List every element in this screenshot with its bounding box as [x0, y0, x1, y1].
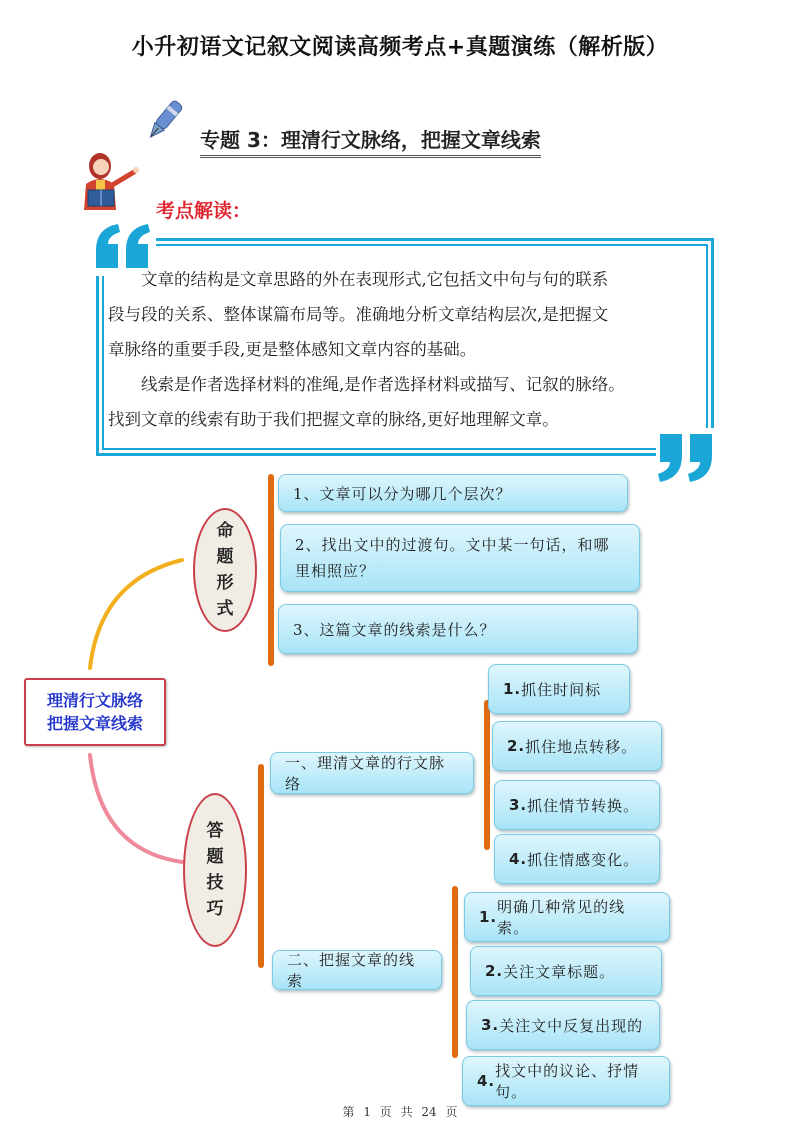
oval-char: 命 [216, 521, 234, 541]
oval-char: 式 [216, 599, 234, 619]
document-title: 小升初语文记叙文阅读高频考点+真题演练（解析版） [131, 35, 669, 60]
explanation-box [96, 238, 714, 456]
question-forms-oval [193, 508, 257, 632]
branch-2-bracket [452, 886, 458, 1058]
branch-1-bracket [484, 700, 490, 850]
branch-1-item: 1. 抓住时间标 [488, 664, 630, 714]
root-line-2: 把握文章线索 [46, 714, 143, 733]
oval-char: 形 [216, 573, 234, 593]
answer-skills-bracket [258, 764, 264, 968]
branch-1-item: 2. 抓住地点转移。 [492, 721, 662, 771]
answer-branch-title: 一、理清文章的行文脉络 [270, 752, 474, 794]
teacher-reading-icon [76, 150, 148, 216]
page-number: 第 1 页 共 24 页 [342, 1105, 458, 1119]
branch-2-item: 1. 明确几种常见的线索。 [464, 892, 670, 942]
question-form-item: 3、这篇文章的线索是什么？ [278, 604, 638, 654]
explanation-line: 找到文章的线索有助于我们把握文章的脉络,更好地理解文章。 [108, 410, 559, 429]
explanation-line: 文章的结构是文章思路的外在表现形式,它包括文中句与句的联系 [141, 270, 609, 289]
answer-branch-title: 二、把握文章的线索 [272, 950, 442, 990]
oval-char: 题 [216, 547, 234, 567]
explanation-text [108, 262, 698, 437]
oval-char: 答 [206, 821, 224, 841]
oval-char: 巧 [206, 899, 224, 919]
pen-icon [140, 98, 188, 144]
oval-char: 技 [206, 873, 224, 893]
oval-char: 题 [206, 847, 224, 867]
branch-1-item: 3. 抓住情节转换。 [494, 780, 660, 830]
explanation-line: 章脉络的重要手段,更是整体感知文章内容的基础。 [108, 340, 477, 359]
section-label-key-points: 考点解读： [156, 200, 252, 222]
answer-skills-oval [183, 793, 247, 947]
explanation-line: 线索是作者选择材料的准绳,是作者选择材料或描写、记叙的脉络。 [141, 375, 625, 394]
mindmap-root-node [24, 678, 166, 746]
explanation-line: 段与段的关系、整体谋篇布局等。准确地分析文章结构层次,是把握文 [108, 305, 609, 324]
root-line-1: 理清行文脉络 [46, 691, 143, 710]
branch-2-item: 2. 关注文章标题。 [470, 946, 662, 996]
branch-2-item: 4. 找文中的议论、抒情句。 [462, 1056, 670, 1106]
branch-2-item: 3. 关注文中反复出现的 [466, 1000, 660, 1050]
branch-1-item: 4. 抓住情感变化。 [494, 834, 660, 884]
topic-title: 专题 3：理清行文脉络，把握文章线索 [200, 124, 541, 158]
question-form-item: 1、文章可以分为哪几个层次？ [278, 474, 628, 512]
question-forms-bracket [268, 474, 274, 666]
question-form-item: 2、找出文中的过渡句。文中某一句话，和哪里相照应？ [280, 524, 640, 592]
